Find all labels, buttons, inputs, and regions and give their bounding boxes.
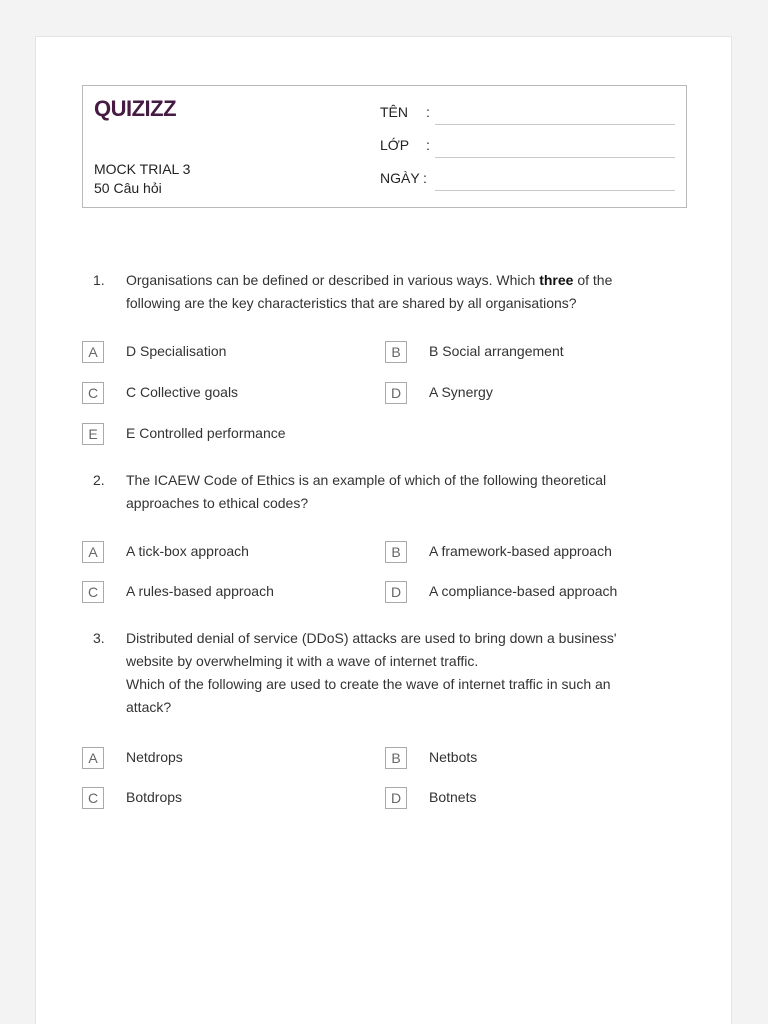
option-letter-box: D bbox=[385, 382, 407, 404]
question-text-line: Distributed denial of service (DDoS) attacks are used to bring down a business' website by overwhelming it with a wave of internet traffic. bbox=[126, 630, 617, 669]
option-letter-box: D bbox=[385, 581, 407, 603]
option-text: Botnets bbox=[429, 789, 477, 805]
quizizz-logo bbox=[94, 96, 176, 122]
option-letter-box: E bbox=[82, 423, 104, 445]
class-colon: : bbox=[426, 137, 430, 153]
option-letter-box: A bbox=[82, 541, 104, 563]
option-text: A rules-based approach bbox=[126, 583, 274, 599]
quiz-title: MOCK TRIAL 3 bbox=[94, 161, 191, 177]
option-text: Botdrops bbox=[126, 789, 183, 805]
class-line bbox=[435, 157, 675, 158]
question-number: 3. bbox=[93, 630, 105, 646]
logo-text: QUIZIZZ bbox=[94, 96, 177, 121]
option-text: A compliance-based approach bbox=[429, 583, 618, 599]
question-text bbox=[126, 627, 656, 719]
option-text: A tick-box approach bbox=[126, 543, 249, 559]
option-text: E Controlled performance bbox=[126, 425, 286, 441]
class-field[interactable] bbox=[380, 133, 680, 155]
class-label: LỚP bbox=[380, 137, 410, 153]
option-letter-box: C bbox=[82, 787, 104, 809]
date-colon: : bbox=[423, 170, 427, 186]
date-field[interactable] bbox=[380, 166, 680, 188]
option-letter-box: C bbox=[82, 581, 104, 603]
question-number: 1. bbox=[93, 272, 105, 288]
question-count: 50 Câu hỏi bbox=[94, 180, 162, 196]
name-colon: : bbox=[426, 104, 430, 120]
date-label: NGÀY bbox=[380, 170, 420, 186]
emphasis: three bbox=[539, 272, 574, 288]
worksheet-page bbox=[35, 36, 732, 1024]
worksheet-header bbox=[82, 85, 687, 208]
option-letter-box: A bbox=[82, 341, 104, 363]
name-field[interactable] bbox=[380, 100, 680, 122]
option-text: A Synergy bbox=[429, 384, 493, 400]
option-letter-box: D bbox=[385, 787, 407, 809]
question-text: The ICAEW Code of Ethics is an example of which of the following theoretical approaches to ethical codes? bbox=[126, 472, 607, 511]
name-label: TÊN bbox=[380, 104, 408, 120]
option-letter-box: C bbox=[82, 382, 104, 404]
option-text: Netbots bbox=[429, 749, 478, 765]
question-text-line: Which of the following are used to create the wave of internet traffic in such an attack? bbox=[126, 676, 611, 715]
date-line bbox=[435, 190, 675, 191]
option-letter-box: B bbox=[385, 747, 407, 769]
option-text: B Social arrangement bbox=[429, 343, 564, 359]
option-text: C Collective goals bbox=[126, 384, 239, 400]
option-letter-box: B bbox=[385, 541, 407, 563]
question-number: 2. bbox=[93, 472, 105, 488]
option-text: A framework-based approach bbox=[429, 543, 612, 559]
option-letter-box: B bbox=[385, 341, 407, 363]
option-text: Netdrops bbox=[126, 749, 183, 765]
option-text: D Specialisation bbox=[126, 343, 227, 359]
option-letter-box: A bbox=[82, 747, 104, 769]
name-line bbox=[435, 124, 675, 125]
question-text: Organisations can be defined or described in various ways. Which three of the following are the key characteristics that are shared by all organisations? bbox=[126, 272, 613, 311]
